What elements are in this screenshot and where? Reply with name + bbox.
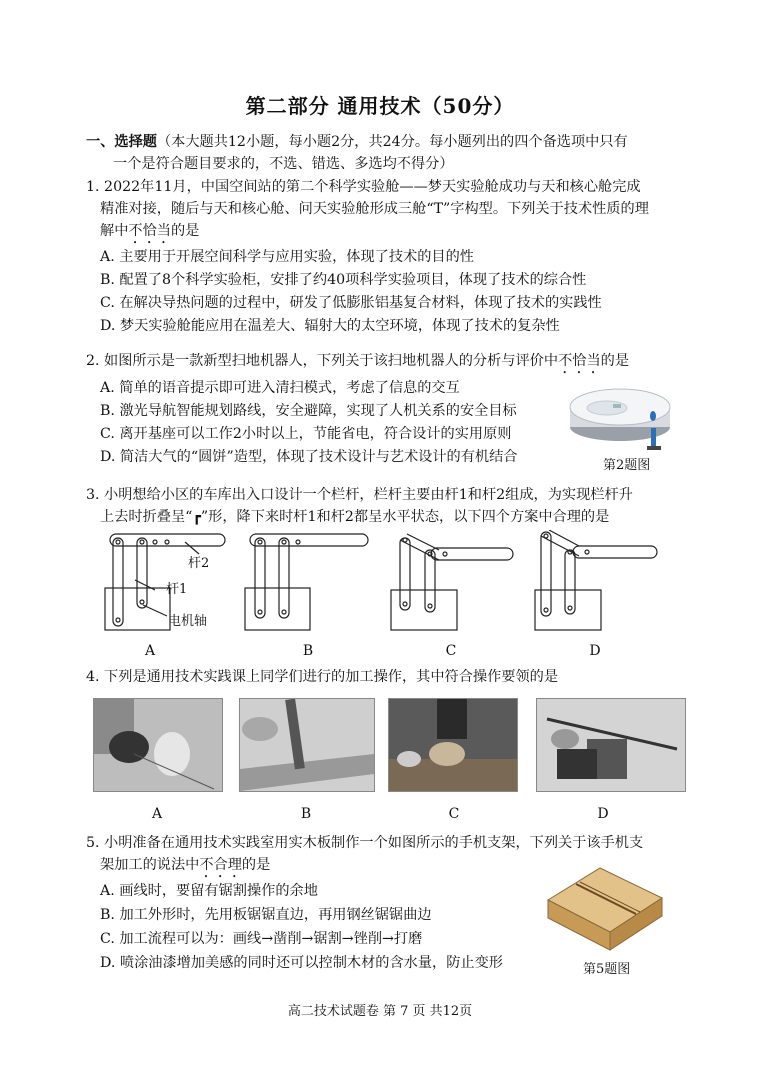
q5-option-c: C. 加工流程可以为：画线→凿削→锯割→锉削→打磨 — [100, 931, 423, 947]
q5-emphasis: 不合理 — [199, 857, 242, 873]
q2-stem — [86, 350, 629, 377]
q4-choice-a: A — [151, 806, 163, 822]
q5-option-d: D. 喷涂油漆增加美感的同时还可以控制木材的含水量，防止变形 — [100, 955, 503, 971]
q1-stem-1: 1. 2022年11月，中国空间站的第二个科学实验舱——梦天实验舱成功与天和核心舱完成 — [86, 179, 641, 195]
section-note-1: （本大题共12小题，每小题2分，共24分。每小题列出的四个备选项中只有 — [156, 134, 628, 150]
q5-stem-1: 5. 小明准备在通用技术实践室用实木板制作一个如图所示的手机支架，下列关于该手机支 — [86, 835, 644, 851]
q1-option-d: D. 梦天实验舱能应用在温差大、辐射大的太空环境，体现了技术的复杂性 — [100, 318, 560, 334]
phone-stand-figure — [540, 860, 670, 955]
q4-choice-b: B — [300, 806, 312, 822]
q2-option-a: A. 简单的语音提示即可进入清扫模式，考虑了信息的交互 — [100, 380, 460, 396]
q3-choice-c: C — [445, 643, 457, 659]
q4-photo-a — [93, 698, 223, 792]
q5-option-b: B. 加工外形时，先用板锯锯直边，再用钢丝锯锯曲边 — [100, 907, 432, 923]
q4-choice-d: D — [597, 806, 609, 822]
diagram-d — [535, 530, 657, 630]
q2-option-c: C. 离开基座可以工作2小时以上，节能省电，符合设计的实用原则 — [100, 426, 512, 442]
diagram-b — [245, 534, 368, 630]
section-note-2: 一个是符合题目要求的，不选、错选、多选均不得分） — [113, 156, 454, 172]
diagram-c — [391, 534, 513, 630]
q1-option-b: B. 配置了8个科学实验柜，安排了约40项科学实验项目，体现了技术的综合性 — [100, 272, 587, 288]
q3-choice-a: A — [144, 643, 156, 659]
q1-stem-2: 精准对接，随后与天和核心舱、问天实验舱形成三舱“T”字构型。下列关于技术性质的理 — [100, 201, 649, 217]
q2-option-b: B. 激光导航智能规划路线，安全避障，实现了人机关系的安全目标 — [100, 403, 517, 419]
q3-stem-1: 3. 小明想给小区的车库出入口设计一个栏杆，栏杆主要由杆1和杆2组成，为实现栏杆升 — [86, 487, 633, 503]
page-footer: 高二技术试题卷 第 7 页 共12页 — [287, 1004, 473, 1019]
q5-figure-caption: 第5题图 — [583, 962, 631, 977]
q2-stem-a: 2. 如图所示是一款新型扫地机器人，下列关于该扫地机器人的分析与评价中 — [86, 353, 559, 369]
q4-choice-c: C — [448, 806, 460, 822]
part-title: 第二部分 通用技术（50分） — [245, 94, 515, 118]
q3-choice-b: B — [302, 643, 314, 659]
q2-emphasis: 不恰当 — [558, 353, 601, 369]
section-heading — [86, 131, 628, 153]
q1-emphasis: 不恰当 — [128, 223, 171, 239]
section-title: 一、选择题 — [86, 134, 157, 150]
q4-photo-d — [536, 698, 686, 792]
q2-stem-b: 的是 — [600, 353, 630, 369]
rod1-label: 杆1 — [166, 582, 188, 597]
q5-option-a: A. 画线时，要留有锯割操作的余地 — [100, 883, 318, 899]
q4-photo-c — [388, 698, 518, 792]
q4-photo-b — [239, 698, 375, 792]
q5-stem-2b: 的是 — [241, 857, 271, 873]
q1-stem-3a: 解中 — [100, 223, 129, 239]
q2-figure-caption: 第2题图 — [603, 458, 651, 473]
motor-shaft-label: 电机轴 — [168, 614, 208, 629]
robot-vacuum-figure — [565, 372, 675, 454]
q1-stem-3b: 的是 — [170, 223, 200, 239]
q4-stem: 4. 下列是通用技术实践课上同学们进行的加工操作，其中符合操作要领的是 — [86, 669, 559, 685]
q1-option-a: A. 主要用于开展空间科学与应用实验，体现了技术的目的性 — [100, 249, 474, 265]
q2-option-d: D. 简洁大气的“圆饼”造型，体现了技术设计与艺术设计的有机结合 — [100, 449, 518, 465]
q3-choice-d: D — [589, 643, 601, 659]
q3-stem-2: 上去时折叠呈“┏”形，降下来时杆1和杆2都呈水平状态，以下四个方案中合理的是 — [100, 509, 610, 525]
q1-option-c: C. 在解决导热问题的过程中，研发了低膨胀铝基复合材料，体现了技术的实践性 — [100, 295, 602, 311]
rod2-label: 杆2 — [188, 556, 210, 571]
q5-stem-2a: 架加工的说法中 — [100, 857, 200, 873]
q5-stem-2 — [100, 854, 270, 881]
q1-stem-3 — [100, 220, 199, 247]
